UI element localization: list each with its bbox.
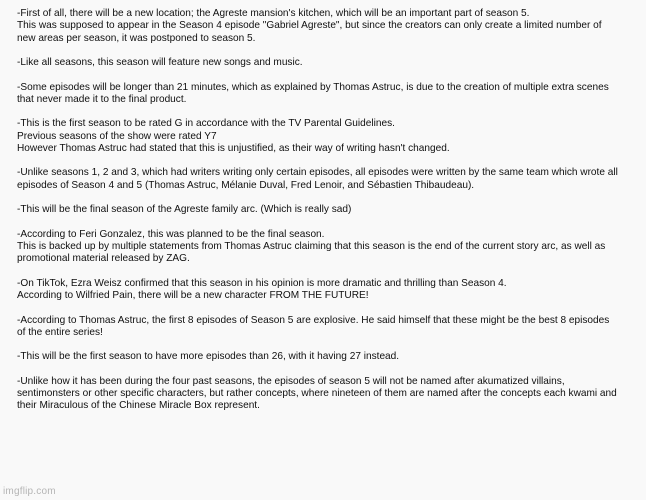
text-line: According to Wilfried Pain, there will be a new character FROM THE FUTURE!	[17, 290, 369, 302]
text-line: of the entire series!	[17, 326, 103, 338]
text-line: This is backed up by multiple statements from Thomas Astruc claiming that this season is the end of the current story arc, as well as	[17, 240, 606, 252]
paragraph-final-season	[17, 229, 639, 266]
paragraph-final-arc	[17, 204, 639, 216]
paragraph-tiktok	[17, 278, 639, 303]
text-line: -Some episodes will be longer than 21 minutes, which as explained by Thomas Astruc, is due to the creation of multiple extra scenes	[17, 81, 609, 93]
text-line: Previous seasons of the show were rated Y7	[17, 130, 217, 142]
text-line: new areas per season, it was postponed to season 5.	[17, 32, 256, 44]
text-line: -Unlike how it has been during the four past seasons, the episodes of season 5 will not be named after akumatized villains,	[17, 375, 565, 387]
paragraph-rating	[17, 118, 639, 155]
text-line: -This will be the first season to have more episodes than 26, with it having 27 instead.	[17, 351, 400, 363]
paragraph-longer-episodes	[17, 82, 639, 107]
paragraph-episode-names	[17, 376, 639, 413]
text-line: -First of all, there will be a new location; the Agreste mansion's kitchen, which will be an important part of season 5.	[17, 8, 530, 19]
text-line: -This is the first season to be rated G in accordance with the TV Parental Guidelines.	[17, 118, 395, 130]
text-line: -Like all seasons, this season will feature new songs and music.	[17, 57, 303, 69]
paragraph-writers	[17, 167, 639, 192]
text-line: -Unlike seasons 1, 2 and 3, which had writers writing only certain episodes, all episodes were written by the same team which wrote all	[17, 167, 618, 179]
text-line: -On TikTok, Ezra Weisz confirmed that this season in his opinion is more dramatic and thrilling than Season 4.	[17, 277, 507, 289]
text-line: -According to Feri Gonzalez, this was planned to be the final season.	[17, 228, 325, 240]
text-line: promotional material released by ZAG.	[17, 253, 190, 265]
paragraph-new-location	[17, 8, 639, 45]
text-line: This was supposed to appear in the Season 4 episode "Gabriel Agreste", but since the creators can only create a limited number of	[17, 20, 602, 32]
imgflip-watermark: imgflip.com	[3, 485, 56, 497]
text-line: -This will be the final season of the Agreste family arc. (Which is really sad)	[17, 204, 352, 216]
text-line: However Thomas Astruc had stated that this is unjustified, as their way of writing hasn't changed.	[17, 142, 450, 154]
text-line: that never made it to the final product.	[17, 93, 187, 105]
paragraph-explosive	[17, 315, 639, 340]
paragraph-new-songs	[17, 57, 639, 69]
comment-text	[17, 8, 639, 425]
text-line: their Miraculous of the Chinese Miracle Box represent.	[17, 400, 260, 412]
text-line: episodes of Season 4 and 5 (Thomas Astruc, Mélanie Duval, Fred Lenoir, and Sébastien Thibaudeau).	[17, 179, 475, 191]
text-line: -According to Thomas Astruc, the first 8 episodes of Season 5 are explosive. He said himself that these might be the best 8 episodes	[17, 314, 610, 326]
paragraph-episode-count	[17, 351, 639, 363]
text-line: sentimonsters or other specific characters, but rather concepts, where nineteen of them are named after the concepts each kwami and	[17, 388, 617, 400]
